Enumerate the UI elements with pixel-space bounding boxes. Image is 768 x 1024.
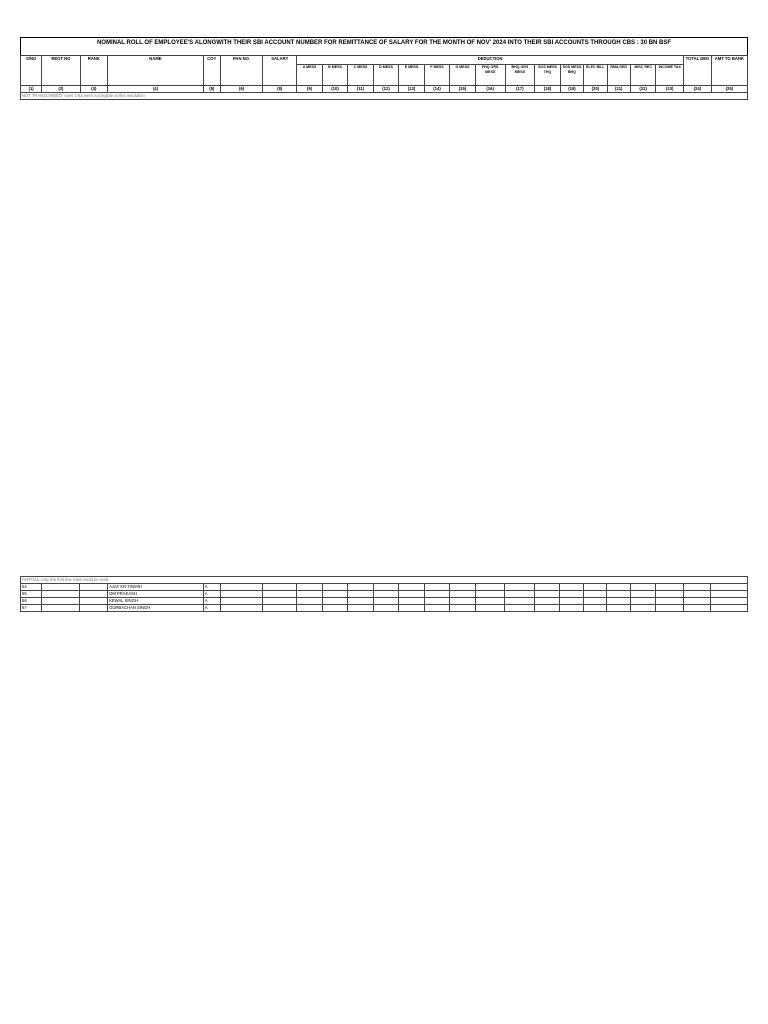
cell-deduction [450,605,475,612]
cell-deduction [535,584,560,591]
col-g-mess: G MESS [450,65,476,86]
cell-name: GURBACHAN SINGH [108,605,204,612]
cell-coy: A [203,605,220,612]
cell-deduction [656,584,684,591]
cell-deduction [450,591,475,598]
cell-deduction [348,605,373,612]
cell-deduction [560,591,583,598]
cell-pan [220,605,262,612]
cell-deduction [505,605,535,612]
col-amt-to-bank: AMT TO BANK [711,56,747,86]
nominal-roll-sheet-1 [20,37,748,100]
cell-deduction [450,584,475,591]
cell-name: OM PRAKASH [108,591,204,598]
cell-rank [80,605,108,612]
cell-deduction [535,598,560,605]
table-row [21,577,748,584]
cell-deduction [424,584,449,591]
cell-deduction [630,584,655,591]
cell-deduction [560,605,583,612]
col-f-mess: F MESS [424,65,450,86]
cell-deduction [322,598,347,605]
col-regt-no: REGT NO [42,56,80,86]
cell-deduction [505,584,535,591]
table-row [21,584,748,591]
page-title: NOMINAL ROLL OF EMPLOYEE'S ALONGWITH THEIR SBI ACCOUNT NUMBER FOR REMITTANCE OF SALARY FOR THE MONTH OF NOV' 2024 INTO THEIR SBI ACCOUNTS THROUGH CBS : 30 BN BSF [20,37,748,55]
cell-pan [220,591,262,598]
cell-sno: 54 [21,584,42,591]
cell-deduction [399,598,424,605]
col-total-ded: TOTAL DED [684,56,712,86]
table-row [21,93,748,100]
nominal-roll-table-continued [20,576,748,612]
cell-deduction [505,598,535,605]
col-elec-bill: ELEC BILL [584,65,607,86]
cell-deduction [607,605,630,612]
cell-deduction [373,598,398,605]
cell-deduction [399,584,424,591]
col-b-mess: B MESS [322,65,348,86]
cell-total-ded [683,584,711,591]
cell-regt-no [42,584,80,591]
col-name: NAME [108,56,204,86]
cell-deduction [583,584,606,591]
col-misc-rec: MISC REC [630,65,656,86]
cell-deduction [656,591,684,598]
cell-deduction [630,605,655,612]
cell-name: KEWAL SINGH [108,598,204,605]
col-deduction: DEDUCTION [297,56,684,65]
cell-coy: A [203,584,220,591]
cell-deduction [583,591,606,598]
cell-deduction [656,598,684,605]
table-row [21,598,748,605]
nominal-roll-table [20,55,748,100]
cell-deduction [535,591,560,598]
cell-deduction [607,591,630,598]
col-fhq-mess: FHQ ORS MESS [475,65,505,86]
cell-deduction [630,591,655,598]
cell-deduction [297,598,322,605]
column-number-row: (1) (2) (3) (4) (5) (6) (8) (9) (10) (11) (12) (13) (14) (15) (16) (17) (18) (19) (20) (21) (22) (23) (24) (25) [21,86,748,93]
col-coy: COY [203,56,220,86]
cell-salary [263,591,297,598]
col-bhq-mess: BHQ ORS MESS [505,65,535,86]
cell-deduction [322,584,347,591]
cell-deduction [399,605,424,612]
cell-rank [80,584,108,591]
cell-rank [80,598,108,605]
cell-total-ded [683,598,711,605]
cell-salary [263,605,297,612]
cell-deduction [424,605,449,612]
cell-deduction [322,605,347,612]
col-rank: RANK [80,56,108,86]
cell-deduction [297,584,322,591]
cell-amt-to-bank [711,605,748,612]
cell-deduction [373,584,398,591]
cell-amt-to-bank [711,598,748,605]
cell-sno: 55 [21,591,42,598]
cell-deduction [475,591,505,598]
table-header [21,56,748,93]
col-salary: SALARY [263,56,297,86]
cell-sno: 57 [21,605,42,612]
cell-deduction [322,591,347,598]
cell-deduction [373,605,398,612]
cell-coy: A [203,598,220,605]
cell-deduction [656,605,684,612]
cell-deduction [505,591,535,598]
cell-deduction [475,598,505,605]
cell-deduction [373,591,398,598]
col-sno: S/NO [21,56,42,86]
cell-deduction [475,584,505,591]
cell-total-ded [683,605,711,612]
cell-salary [263,584,297,591]
nominal-roll-sheet-2 [20,576,748,612]
table-row [21,591,748,598]
col-sos-thq: SOS MESS THQ [535,65,561,86]
section-status: NOT TRANSCRIBED: rows 1-53 were not legible at this resolution [21,93,748,100]
cell-name: AJAY KR TIWARI [108,584,204,591]
cell-deduction [560,598,583,605]
cell-rank [80,591,108,598]
cell-deduction [535,605,560,612]
cell-deduction [424,598,449,605]
cell-sno: 56 [21,598,42,605]
col-a-mess: A MESS [297,65,323,86]
cell-deduction [297,605,322,612]
cell-salary [263,598,297,605]
cell-regt-no [42,605,80,612]
cell-deduction [450,598,475,605]
col-d-mess: D MESS [373,65,399,86]
col-income-tax: INCOME TAX [656,65,684,86]
cell-deduction [348,598,373,605]
cell-deduction [607,584,630,591]
col-rma-ded: RMA DED [607,65,630,86]
col-e-mess: E MESS [399,65,425,86]
cell-deduction [475,605,505,612]
cell-amt-to-bank [711,584,748,591]
cell-pan [220,584,262,591]
cell-deduction [348,591,373,598]
cell-regt-no [42,598,80,605]
cell-deduction [348,584,373,591]
cell-deduction [424,591,449,598]
cell-total-ded [683,591,711,598]
cell-deduction [399,591,424,598]
table-body [21,577,748,612]
cell-coy: A [203,591,220,598]
cell-deduction [607,598,630,605]
cell-pan [220,598,262,605]
col-c-mess: C MESS [348,65,374,86]
cell-regt-no [42,591,80,598]
cell-amt-to-bank [711,591,748,598]
cell-deduction [297,591,322,598]
section-status: PARTIAL: only the first few rows could be read [21,577,748,584]
cell-deduction [583,598,606,605]
cell-deduction [630,598,655,605]
col-pan: PAN NO. [220,56,263,86]
cell-deduction [560,584,583,591]
cell-deduction [583,605,606,612]
col-sos-bhq: SOS MESS BHQ [560,65,583,86]
table-row [21,605,748,612]
table-body [21,93,748,100]
